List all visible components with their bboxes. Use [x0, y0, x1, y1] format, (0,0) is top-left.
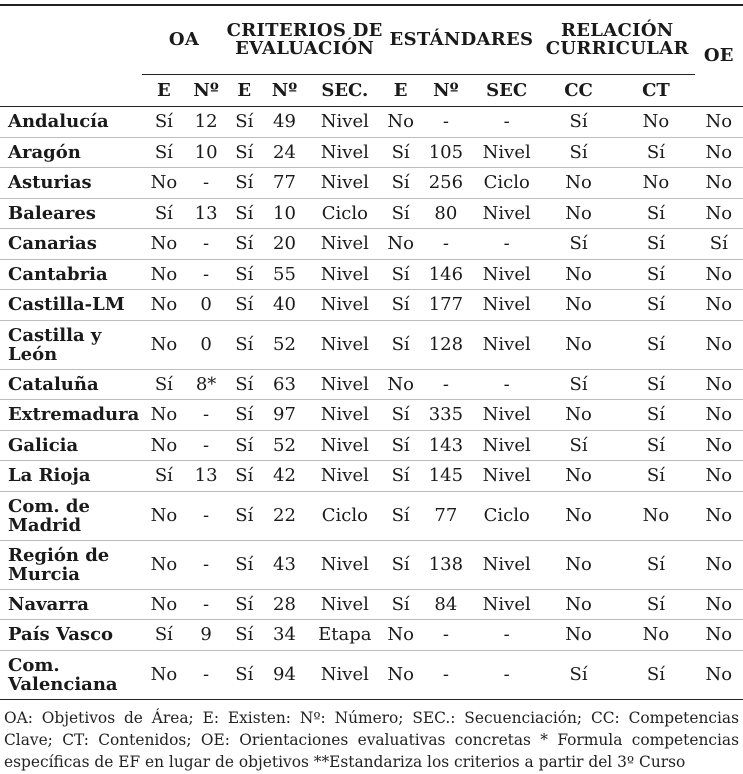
ce-e-cell: Sí	[226, 290, 262, 321]
oa-e-header: E	[142, 75, 186, 107]
region-name: Castilla-LM	[0, 290, 142, 321]
oa-e-cell: No	[142, 430, 186, 461]
ce-e-cell: Sí	[226, 137, 262, 168]
region-name: Baleares	[0, 198, 142, 229]
ce-sec-cell: Ciclo	[307, 491, 383, 540]
es-e-cell: Sí	[383, 168, 418, 199]
criterios-group-header	[226, 5, 383, 75]
es-sec-cell: Ciclo	[474, 491, 540, 540]
oa-e-cell: No	[142, 168, 186, 199]
region-name: Cantabria	[0, 259, 142, 290]
ce-n-cell: 52	[262, 320, 306, 369]
es-e-cell: Sí	[383, 430, 418, 461]
oe-cell: No	[695, 430, 743, 461]
ce-e-cell: Sí	[226, 107, 262, 138]
ce-sec-cell: Nivel	[307, 461, 383, 492]
ce-n-cell: 10	[262, 198, 306, 229]
ct-cell: Sí	[617, 229, 694, 260]
ce-e-cell: Sí	[226, 229, 262, 260]
region-line1: Región de	[8, 544, 110, 566]
ce-n-header: Nº	[262, 75, 306, 107]
es-sec-cell: Nivel	[474, 430, 540, 461]
es-e-cell: No	[383, 229, 418, 260]
ct-cell: Sí	[617, 198, 694, 229]
ce-e-cell: Sí	[226, 369, 262, 400]
relacion-line2: CURRICULAR	[545, 38, 689, 59]
oa-e-cell: No	[142, 229, 186, 260]
table-row	[0, 620, 743, 651]
es-sec-cell: Ciclo	[474, 168, 540, 199]
oa-n-cell: 0	[186, 320, 226, 369]
oe-cell: No	[695, 540, 743, 589]
ce-sec-cell: Nivel	[307, 259, 383, 290]
ce-n-cell: 97	[262, 400, 306, 431]
ce-sec-cell: Ciclo	[307, 198, 383, 229]
curriculum-table	[0, 4, 743, 700]
cc-cell: No	[540, 589, 617, 620]
es-n-cell: 143	[418, 430, 473, 461]
cc-cell: Sí	[540, 650, 617, 699]
cc-cell: Sí	[540, 229, 617, 260]
table-row	[0, 290, 743, 321]
es-n-cell: 335	[418, 400, 473, 431]
es-e-cell: Sí	[383, 589, 418, 620]
table-footnote: OA: Objetivos de Área; E: Existen: Nº: Número; SEC.: Secuenciación; CC: Competencias Clave; CT: Contenidos; OE: Orientaciones evaluativas concretas * Formula competencias específicas de EF en lugar de objetivos **Estandariza los criterios a partir del 3º Curso	[4, 709, 739, 771]
ce-e-cell: Sí	[226, 461, 262, 492]
ct-cell: Sí	[617, 320, 694, 369]
table-row	[0, 137, 743, 168]
es-sec-cell: -	[474, 107, 540, 138]
oa-n-cell: 10	[186, 137, 226, 168]
region-line1: Com. de	[8, 495, 90, 517]
region-name: La Rioja	[0, 461, 142, 492]
oa-n-cell: -	[186, 400, 226, 431]
ce-n-cell: 34	[262, 620, 306, 651]
oa-group-header: OA	[168, 29, 200, 50]
ce-e-cell: Sí	[226, 320, 262, 369]
es-e-cell: Sí	[383, 491, 418, 540]
criterios-line2: EVALUACIÓN	[235, 38, 375, 59]
ce-n-cell: 52	[262, 430, 306, 461]
ce-n-cell: 20	[262, 229, 306, 260]
cc-cell: No	[540, 320, 617, 369]
oa-e-cell: No	[142, 589, 186, 620]
region-name	[0, 491, 142, 540]
oa-e-cell: No	[142, 290, 186, 321]
table-row	[0, 589, 743, 620]
oa-n-cell: -	[186, 540, 226, 589]
table-row	[0, 461, 743, 492]
table-row	[0, 491, 743, 540]
region-name	[0, 320, 142, 369]
es-e-cell: No	[383, 620, 418, 651]
oe-cell: No	[695, 107, 743, 138]
es-sec-cell: -	[474, 229, 540, 260]
oa-n-cell: -	[186, 259, 226, 290]
oa-e-cell: Sí	[142, 369, 186, 400]
table-row	[0, 400, 743, 431]
cc-cell: Sí	[540, 107, 617, 138]
ce-n-cell: 40	[262, 290, 306, 321]
ce-e-cell: Sí	[226, 620, 262, 651]
oa-n-cell: -	[186, 168, 226, 199]
es-n-cell: 128	[418, 320, 473, 369]
ct-cell: Sí	[617, 369, 694, 400]
oe-cell: No	[695, 137, 743, 168]
oe-cell: No	[695, 620, 743, 651]
table-row	[0, 107, 743, 138]
es-sec-cell: -	[474, 620, 540, 651]
table-row	[0, 369, 743, 400]
criterios-line1: CRITERIOS DE	[226, 20, 383, 41]
table-row	[0, 320, 743, 369]
ce-e-header: E	[226, 75, 262, 107]
estandares-group-header: ESTÁNDARES	[389, 29, 534, 50]
oa-n-cell: 0	[186, 290, 226, 321]
es-sec-cell: Nivel	[474, 540, 540, 589]
ce-n-cell: 43	[262, 540, 306, 589]
table-row	[0, 168, 743, 199]
cc-cell: No	[540, 198, 617, 229]
ce-n-cell: 28	[262, 589, 306, 620]
ce-e-cell: Sí	[226, 430, 262, 461]
oa-n-cell: -	[186, 430, 226, 461]
region-name: Canarias	[0, 229, 142, 260]
table-row	[0, 430, 743, 461]
ct-cell: No	[617, 168, 694, 199]
es-e-cell: Sí	[383, 198, 418, 229]
ce-e-cell: Sí	[226, 540, 262, 589]
ce-n-cell: 94	[262, 650, 306, 699]
region-name: Extremadura	[0, 400, 142, 431]
es-n-cell: 145	[418, 461, 473, 492]
es-n-cell: 105	[418, 137, 473, 168]
region-name: Asturias	[0, 168, 142, 199]
region-header-blank	[0, 5, 142, 107]
es-n-cell: 177	[418, 290, 473, 321]
region-name: Andalucía	[0, 107, 142, 138]
cc-cell: No	[540, 259, 617, 290]
oa-n-cell: 9	[186, 620, 226, 651]
ce-e-cell: Sí	[226, 168, 262, 199]
header-group-row	[0, 5, 743, 75]
es-sec-cell: Nivel	[474, 198, 540, 229]
cc-cell: No	[540, 491, 617, 540]
region-line2: Madrid	[8, 514, 82, 536]
oa-e-cell: No	[142, 491, 186, 540]
ce-sec-cell: Nivel	[307, 229, 383, 260]
es-e-cell: No	[383, 369, 418, 400]
ce-sec-cell: Nivel	[307, 650, 383, 699]
ce-n-cell: 24	[262, 137, 306, 168]
oa-n-cell: -	[186, 650, 226, 699]
oe-cell: No	[695, 290, 743, 321]
ce-n-cell: 55	[262, 259, 306, 290]
relacion-group-header	[540, 5, 695, 75]
oe-cell: No	[695, 259, 743, 290]
ct-cell: Sí	[617, 461, 694, 492]
es-sec-cell: -	[474, 369, 540, 400]
ce-e-cell: Sí	[226, 589, 262, 620]
oe-cell: No	[695, 168, 743, 199]
es-sec-header: SEC	[474, 75, 540, 107]
ce-n-cell: 22	[262, 491, 306, 540]
oa-n-cell: -	[186, 589, 226, 620]
ce-sec-cell: Nivel	[307, 137, 383, 168]
es-e-cell: Sí	[383, 259, 418, 290]
ce-n-cell: 42	[262, 461, 306, 492]
cc-cell: Sí	[540, 137, 617, 168]
oa-n-cell: 13	[186, 198, 226, 229]
oa-n-cell: 13	[186, 461, 226, 492]
ct-cell: Sí	[617, 589, 694, 620]
cc-cell: Sí	[540, 430, 617, 461]
es-n-cell: -	[418, 369, 473, 400]
es-e-cell: Sí	[383, 400, 418, 431]
relacion-line1: RELACIÓN	[560, 20, 674, 41]
oa-n-cell: 12	[186, 107, 226, 138]
oe-cell: No	[695, 198, 743, 229]
es-n-cell: 77	[418, 491, 473, 540]
oa-e-cell: No	[142, 540, 186, 589]
region-name: Navarra	[0, 589, 142, 620]
ct-cell: Sí	[617, 650, 694, 699]
es-n-cell: 84	[418, 589, 473, 620]
region-line2: Murcia	[8, 563, 80, 585]
ct-cell: Sí	[617, 137, 694, 168]
oa-e-cell: No	[142, 400, 186, 431]
region-name: Galicia	[0, 430, 142, 461]
cc-cell: No	[540, 461, 617, 492]
es-sec-cell: Nivel	[474, 589, 540, 620]
es-e-cell: No	[383, 650, 418, 699]
region-line2: León	[8, 343, 58, 365]
es-sec-cell: Nivel	[474, 461, 540, 492]
cc-cell: No	[540, 400, 617, 431]
ce-sec-cell: Nivel	[307, 107, 383, 138]
es-sec-cell: Nivel	[474, 290, 540, 321]
ce-sec-cell: Nivel	[307, 168, 383, 199]
ce-sec-cell: Nivel	[307, 540, 383, 589]
region-name	[0, 650, 142, 699]
es-e-cell: No	[383, 107, 418, 138]
ce-e-cell: Sí	[226, 400, 262, 431]
ce-n-cell: 77	[262, 168, 306, 199]
ce-e-cell: Sí	[226, 198, 262, 229]
es-e-cell: Sí	[383, 540, 418, 589]
oa-e-cell: Sí	[142, 620, 186, 651]
oe-cell: No	[695, 461, 743, 492]
region-line1: Com.	[8, 654, 60, 676]
cc-cell: No	[540, 540, 617, 589]
region-name: País Vasco	[0, 620, 142, 651]
ce-sec-cell: Nivel	[307, 369, 383, 400]
table-header	[0, 5, 743, 107]
ce-sec-cell: Nivel	[307, 400, 383, 431]
oa-e-cell: No	[142, 259, 186, 290]
ct-cell: Sí	[617, 400, 694, 431]
ce-sec-header: SEC.	[307, 75, 383, 107]
oa-n-cell: -	[186, 229, 226, 260]
oa-e-cell: No	[142, 650, 186, 699]
table-row	[0, 259, 743, 290]
ce-sec-cell: Nivel	[307, 430, 383, 461]
oe-group-header: OE	[703, 45, 734, 66]
oa-n-header: Nº	[186, 75, 226, 107]
ce-sec-cell: Nivel	[307, 290, 383, 321]
es-n-cell: -	[418, 650, 473, 699]
cc-cell: No	[540, 290, 617, 321]
ce-n-cell: 63	[262, 369, 306, 400]
table-row	[0, 198, 743, 229]
cc-cell: No	[540, 620, 617, 651]
ce-e-cell: Sí	[226, 491, 262, 540]
ct-cell: Sí	[617, 540, 694, 589]
ct-cell: Sí	[617, 259, 694, 290]
es-sec-cell: -	[474, 650, 540, 699]
ct-cell: Sí	[617, 430, 694, 461]
oa-e-cell: Sí	[142, 198, 186, 229]
oa-e-cell: No	[142, 320, 186, 369]
table-row	[0, 540, 743, 589]
oe-cell: Sí	[695, 229, 743, 260]
es-e-cell: Sí	[383, 461, 418, 492]
oe-cell: No	[695, 400, 743, 431]
oa-e-cell: Sí	[142, 461, 186, 492]
ct-cell: No	[617, 620, 694, 651]
region-name	[0, 540, 142, 589]
region-name: Cataluña	[0, 369, 142, 400]
es-n-cell: 256	[418, 168, 473, 199]
es-sec-cell: Nivel	[474, 259, 540, 290]
es-sec-cell: Nivel	[474, 320, 540, 369]
cc-header: CC	[540, 75, 617, 107]
es-e-cell: Sí	[383, 290, 418, 321]
region-line1: Castilla y	[8, 324, 102, 346]
es-n-cell: -	[418, 107, 473, 138]
es-e-cell: Sí	[383, 320, 418, 369]
oe-cell: No	[695, 491, 743, 540]
ce-e-cell: Sí	[226, 259, 262, 290]
table-row	[0, 229, 743, 260]
es-e-header: E	[383, 75, 418, 107]
oe-cell: No	[695, 320, 743, 369]
ct-header: CT	[617, 75, 694, 107]
oe-cell: No	[695, 589, 743, 620]
es-sec-cell: Nivel	[474, 137, 540, 168]
es-n-cell: 80	[418, 198, 473, 229]
es-n-cell: 138	[418, 540, 473, 589]
cc-cell: Sí	[540, 369, 617, 400]
es-n-cell: -	[418, 620, 473, 651]
ct-cell: No	[617, 491, 694, 540]
ce-sec-cell: Nivel	[307, 320, 383, 369]
es-n-cell: -	[418, 229, 473, 260]
table-row	[0, 650, 743, 699]
oa-e-cell: Sí	[142, 137, 186, 168]
ce-e-cell: Sí	[226, 650, 262, 699]
oa-n-cell: 8*	[186, 369, 226, 400]
es-n-header: Nº	[418, 75, 473, 107]
table-body	[0, 107, 743, 700]
ce-n-cell: 49	[262, 107, 306, 138]
oe-cell: No	[695, 650, 743, 699]
region-name: Aragón	[0, 137, 142, 168]
cc-cell: No	[540, 168, 617, 199]
oa-e-cell: Sí	[142, 107, 186, 138]
ce-sec-cell: Etapa	[307, 620, 383, 651]
region-line2: Valenciana	[8, 673, 118, 695]
es-n-cell: 146	[418, 259, 473, 290]
oa-n-cell: -	[186, 491, 226, 540]
ct-cell: Sí	[617, 290, 694, 321]
es-sec-cell: Nivel	[474, 400, 540, 431]
oe-cell: No	[695, 369, 743, 400]
es-e-cell: Sí	[383, 137, 418, 168]
ct-cell: No	[617, 107, 694, 138]
ce-sec-cell: Nivel	[307, 589, 383, 620]
